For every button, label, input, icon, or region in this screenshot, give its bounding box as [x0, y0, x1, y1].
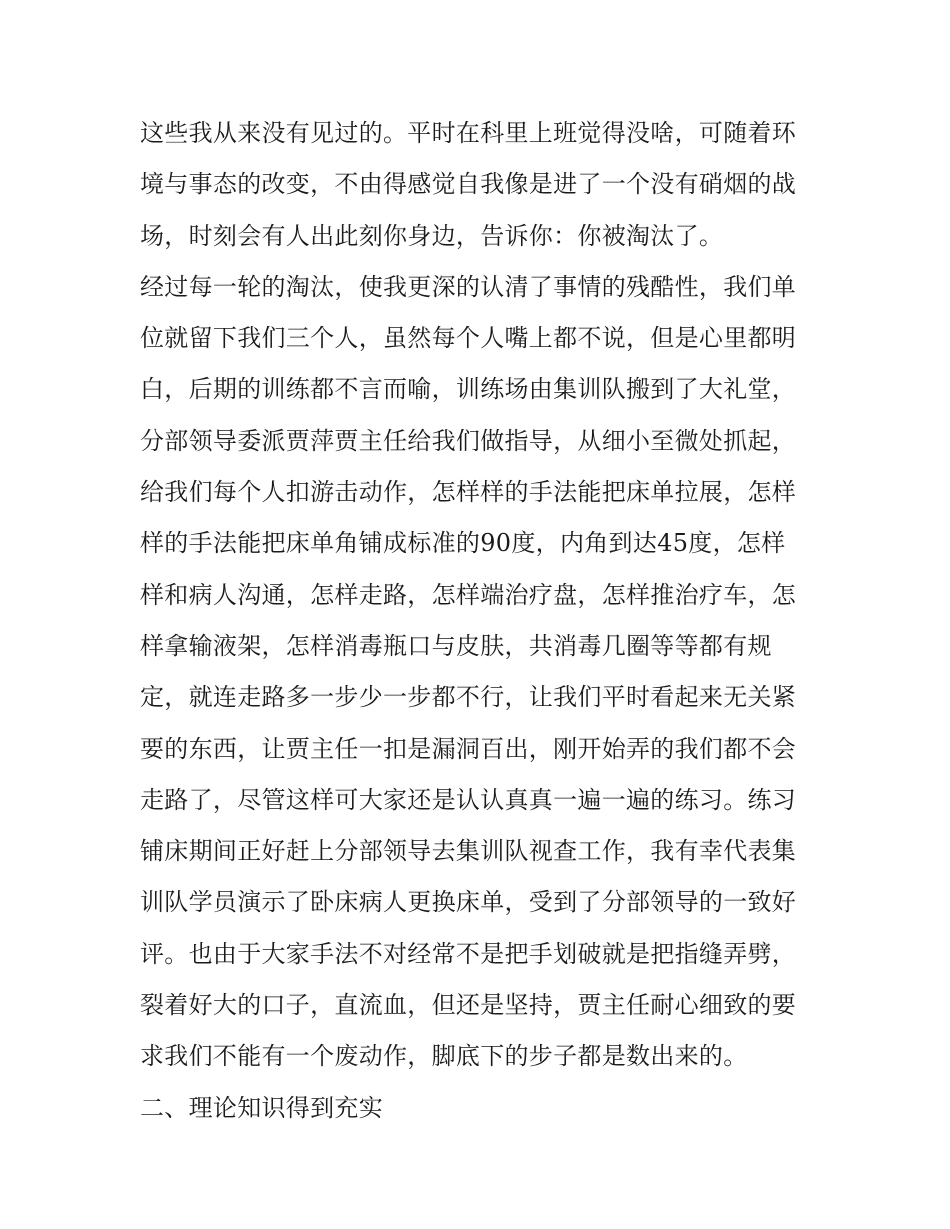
text-line: 样的手法能把床单角铺成标准的90度，内角到达45度，怎样 — [140, 529, 786, 558]
text-line: 境与事态的改变，不由得感觉自我像是进了一个没有硝烟的战 — [140, 170, 797, 199]
text-line: 定，就连走路多一步少一步都不行，让我们平时看起来无关紧 — [140, 683, 797, 712]
text-line: 给我们每个人扣游击动作，怎样样的手法能把床单拉展，怎样 — [140, 478, 797, 507]
text-line: 经过每一轮的淘汰，使我更深的认清了事情的残酷性，我们单 — [140, 272, 797, 301]
text-line: 裂着好大的口子，直流血，但还是坚持，贾主任耐心细致的要 — [140, 991, 797, 1020]
text-line: 走路了，尽管这样可大家还是认认真真一遍一遍的练习。练习 — [140, 785, 797, 814]
text-line: 位就留下我们三个人，虽然每个人嘴上都不说，但是心里都明 — [140, 324, 797, 353]
text-line: 分部领导委派贾萍贾主任给我们做指导，从细小至微处抓起， — [140, 426, 797, 455]
text-line: 训队学员演示了卧床病人更换床单，受到了分部领导的一致好 — [140, 888, 797, 917]
text-line: 白，后期的训练都不言而喻，训练场由集训队搬到了大礼堂， — [140, 375, 797, 404]
text-line: 铺床期间正好赶上分部领导去集训队视查工作，我有幸代表集 — [140, 837, 797, 866]
text-line: 场，时刻会有人出此刻你身边，告诉你：你被淘汰了。 — [140, 221, 724, 250]
text-line: 评。也由于大家手法不对经常不是把手划破就是把指缝弄劈， — [140, 939, 797, 968]
text-line: 样和病人沟通，怎样走路，怎样端治疗盘，怎样推治疗车，怎 — [140, 580, 797, 609]
text-line: 样拿输液架，怎样消毒瓶口与皮肤，共消毒几圈等等都有规 — [140, 631, 772, 660]
text-line: 求我们不能有一个废动作，脚底下的步子都是数出来的。 — [140, 1042, 748, 1071]
text-line: 这些我从来没有见过的。平时在科里上班觉得没啥，可随着环 — [140, 119, 797, 147]
body-text — [140, 108, 820, 1134]
section-heading: 二、理论知识得到充实 — [140, 1093, 383, 1122]
text-line: 要的东西，让贾主任一扣是漏洞百出，刚开始弄的我们都不会 — [140, 734, 797, 763]
